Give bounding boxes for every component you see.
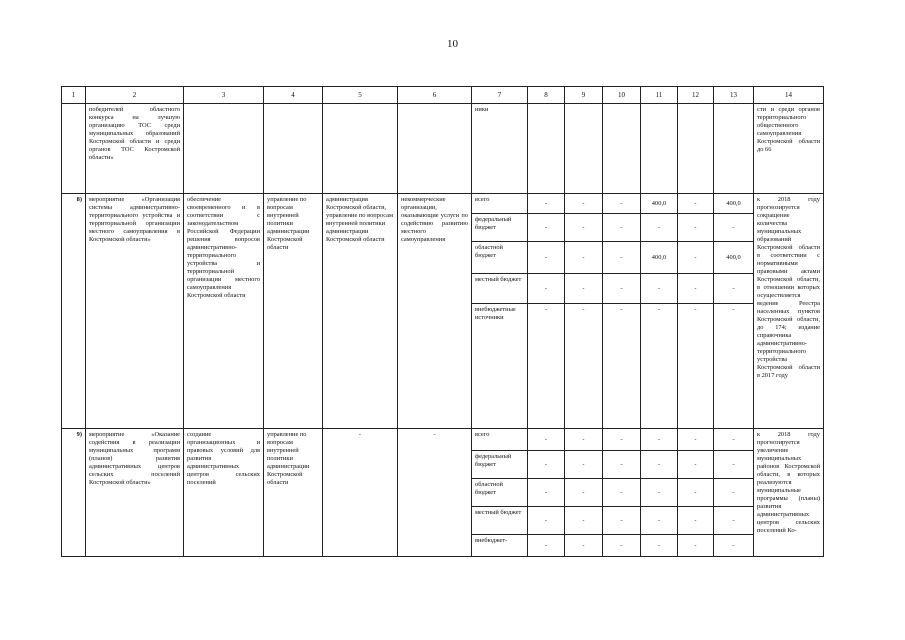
funding-value: - bbox=[565, 304, 603, 429]
funding-value: - bbox=[565, 242, 603, 274]
funding-value: - bbox=[714, 451, 754, 479]
funding-value: - bbox=[641, 535, 678, 557]
header-cell: 3 bbox=[184, 87, 264, 104]
row-number: 8) bbox=[62, 194, 86, 429]
header-cell: 12 bbox=[678, 87, 714, 104]
header-cell: 9 bbox=[565, 87, 603, 104]
header-cell: 1 bbox=[62, 87, 86, 104]
continuation-row bbox=[62, 104, 824, 194]
funding-value: - bbox=[714, 535, 754, 557]
funding-value: - bbox=[678, 194, 714, 214]
funding-value: - bbox=[528, 507, 565, 535]
funding-value: - bbox=[565, 214, 603, 242]
funding-value: - bbox=[714, 507, 754, 535]
activity-goal: обеспечение своевременного и в соответствии с законодательством Российской Федерации решения вопросов административно-территориального устройства и территориальной организации местного самоуправления Костромской области bbox=[184, 194, 264, 429]
header-cell: 4 bbox=[264, 87, 323, 104]
funding-value: - bbox=[565, 429, 603, 451]
funding-value: - bbox=[678, 242, 714, 274]
page-number: 10 bbox=[447, 38, 458, 50]
funding-value: - bbox=[641, 429, 678, 451]
header-row bbox=[62, 87, 824, 104]
participants: некоммерческие организации, оказывающие услуги по содействию развитию местного самоуправления bbox=[398, 194, 472, 429]
header-cell: 7 bbox=[472, 87, 528, 104]
responsible-executor: управление по вопросам внутренней политики администрации Костромской области bbox=[264, 429, 323, 557]
funding-value: - bbox=[678, 451, 714, 479]
funding-value: - bbox=[678, 274, 714, 304]
funding-value: 400,0 bbox=[641, 242, 678, 274]
funding-value: - bbox=[528, 194, 565, 214]
funding-value: - bbox=[565, 507, 603, 535]
program-table bbox=[61, 86, 824, 557]
funding-value: 400,0 bbox=[641, 194, 678, 214]
funding-value: - bbox=[641, 507, 678, 535]
funding-source: местный бюджет bbox=[472, 507, 528, 535]
funding-value: - bbox=[528, 429, 565, 451]
funding-value: - bbox=[714, 274, 754, 304]
funding-value: - bbox=[528, 451, 565, 479]
funding-value: - bbox=[714, 304, 754, 429]
funding-value: - bbox=[641, 479, 678, 507]
funding-value: - bbox=[565, 479, 603, 507]
co-executors: - bbox=[323, 429, 398, 557]
funding-source: областной бюджет bbox=[472, 479, 528, 507]
funding-value: 400,0 bbox=[714, 194, 754, 214]
funding-value: - bbox=[603, 242, 641, 274]
funding-value: - bbox=[528, 479, 565, 507]
funding-value: - bbox=[603, 507, 641, 535]
header-cell: 10 bbox=[603, 87, 641, 104]
activity-name: мероприятие «Организация системы административно-территориального устройства и территориальной организации местного самоуправления в Костромской области» bbox=[86, 194, 184, 429]
funding-value: - bbox=[603, 194, 641, 214]
header-cell: 2 bbox=[86, 87, 184, 104]
header-cell: 6 bbox=[398, 87, 472, 104]
funding-value: - bbox=[565, 274, 603, 304]
header-cell: 8 bbox=[528, 87, 565, 104]
cont-source-text: ники bbox=[472, 104, 528, 194]
funding-source: всего bbox=[472, 194, 528, 214]
funding-value: - bbox=[528, 214, 565, 242]
header-cell: 5 bbox=[323, 87, 398, 104]
funding-source: внебюджет- bbox=[472, 535, 528, 557]
table-row bbox=[62, 429, 824, 451]
funding-value: - bbox=[603, 214, 641, 242]
funding-value: - bbox=[678, 507, 714, 535]
funding-value: - bbox=[714, 214, 754, 242]
expected-result: к 2018 году прогнозируется сокращение количества муниципальных образований Костромской области в соответствии с нормативными правовыми актами Костромской области, в отношении которых осуществляется ведение Реестра населенных пунктов Костромской области, до 174; издание справочника административно-территориального устройства Костромской области в 2017 году bbox=[754, 194, 824, 429]
funding-value: - bbox=[678, 214, 714, 242]
funding-value: - bbox=[714, 429, 754, 451]
funding-value: - bbox=[603, 304, 641, 429]
funding-source: федеральный бюджет bbox=[472, 451, 528, 479]
funding-value: - bbox=[603, 479, 641, 507]
funding-source: федеральный бюджет bbox=[472, 214, 528, 242]
funding-value: - bbox=[678, 479, 714, 507]
cont-result-text: сти и среди органов территориального общественного самоуправления Костромской области до 66 bbox=[754, 104, 824, 194]
funding-source: всего bbox=[472, 429, 528, 451]
funding-value: - bbox=[528, 535, 565, 557]
header-cell: 14 bbox=[754, 87, 824, 104]
funding-value: - bbox=[528, 242, 565, 274]
funding-value: - bbox=[528, 274, 565, 304]
funding-value: - bbox=[641, 451, 678, 479]
funding-source: внебюджетные источники bbox=[472, 304, 528, 429]
funding-value: - bbox=[565, 535, 603, 557]
header-cell: 11 bbox=[641, 87, 678, 104]
participants: - bbox=[398, 429, 472, 557]
funding-value: - bbox=[528, 304, 565, 429]
funding-value: - bbox=[678, 304, 714, 429]
funding-value: - bbox=[603, 451, 641, 479]
activity-name: мероприятие «Оказание содействия в реализации муниципальных программ (планов) развития административных центров сельских поселений Костромской области» bbox=[86, 429, 184, 557]
funding-value: - bbox=[641, 304, 678, 429]
co-executors: администрация Костромской области, управление по вопросам внутренней политики администрации Костромской области bbox=[323, 194, 398, 429]
funding-value: - bbox=[603, 535, 641, 557]
activity-goal: создание организационных и правовых условий для развития административных центров сельских поселений bbox=[184, 429, 264, 557]
header-cell: 13 bbox=[714, 87, 754, 104]
row-number: 9) bbox=[62, 429, 86, 557]
funding-value: - bbox=[678, 535, 714, 557]
expected-result: к 2018 году прогнозируется увеличение муниципальных районов Костромской области, в которых реализуются муниципальные программы (планы) развития административных центров сельских поселений Ко- bbox=[754, 429, 824, 557]
responsible-executor: управление по вопросам внутренней политики администрации Костромской области bbox=[264, 194, 323, 429]
funding-value: - bbox=[565, 194, 603, 214]
cont-activity-text: победителей областного конкурса на лучшую организацию ТОС среди муниципальных образований Костромской области и среди органов ТОС Костромской области» bbox=[86, 104, 184, 194]
funding-source: областной бюджет bbox=[472, 242, 528, 274]
funding-value: - bbox=[714, 479, 754, 507]
funding-value: - bbox=[603, 429, 641, 451]
funding-source: местный бюджет bbox=[472, 274, 528, 304]
funding-value: - bbox=[641, 214, 678, 242]
funding-value: - bbox=[678, 429, 714, 451]
funding-value: - bbox=[565, 451, 603, 479]
funding-value: 400,0 bbox=[714, 242, 754, 274]
table-row bbox=[62, 194, 824, 214]
funding-value: - bbox=[603, 274, 641, 304]
funding-value: - bbox=[641, 274, 678, 304]
